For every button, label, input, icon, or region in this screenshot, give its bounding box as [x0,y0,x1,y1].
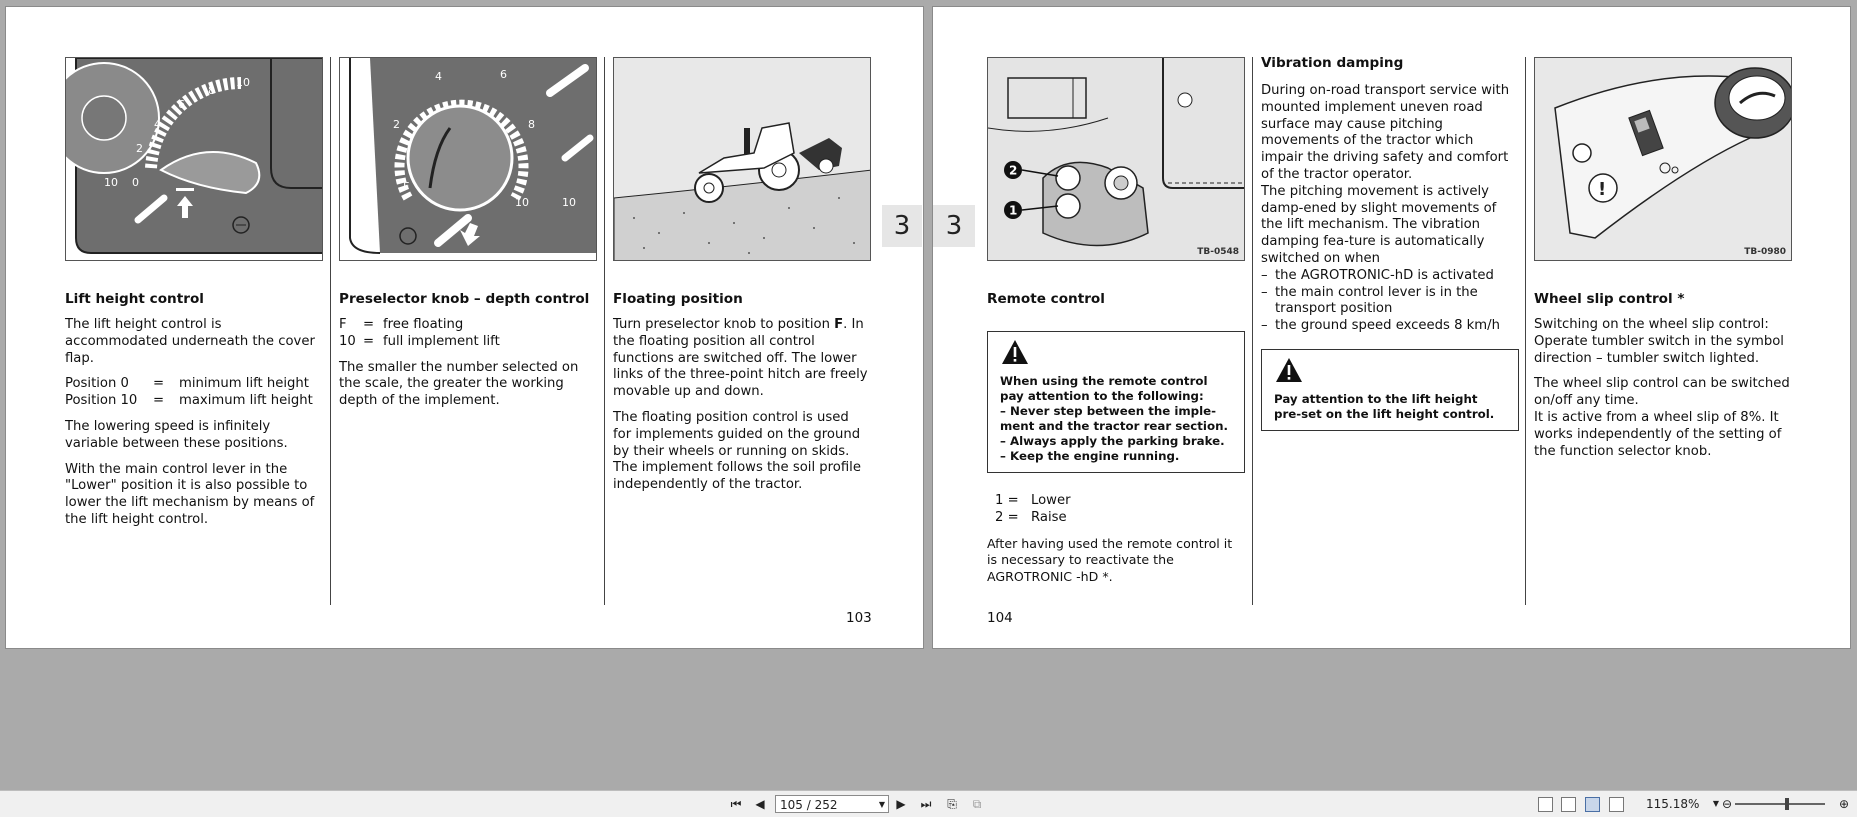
continuous-view-icon[interactable] [1561,797,1576,812]
dial-label: 2 [136,142,143,155]
paragraph: The lowering speed is infinitely variable between these positions. [65,418,288,451]
two-page-view-icon[interactable] [1585,797,1600,812]
callout-2: 2 [1009,163,1018,178]
dial-label: 6 [178,98,185,111]
svg-text:!: ! [1598,179,1607,200]
figure-wheel-slip-switch [1534,57,1792,261]
paragraph: The lift height control is accommodated underneath the cover flap. [65,317,315,366]
copy-icon[interactable]: ⧉ [972,797,982,811]
dial-label: 10 [104,176,118,189]
section-heading: Wheel slip control * [1534,291,1685,307]
figure-remote-control [987,57,1245,261]
chapter-tab: 3 [882,205,922,247]
zoom-level[interactable]: 115.18% [1646,797,1700,811]
chevron-down-icon[interactable]: ▼ [878,800,885,809]
zoom-slider-thumb[interactable] [1785,798,1789,810]
chapter-tab: 3 [933,205,975,247]
section-heading: Remote control [987,291,1105,307]
col-remote-control [987,57,1245,595]
paragraph: During on-road transport service with mounted implement uneven road surface may cause pitching movements of the tractor which impair the driving safety and comfort of the tractor operator. [1261,83,1510,182]
definition-row: 1 = Lower [995,493,1071,508]
paragraph: The smaller the number selected on the scale, the greater the working depth of the implement. [339,359,579,409]
paragraph: The pitching movement is actively damp-ened by slight movements of the lift mechanism. The vibration damping fea-ture is automatically switched on when [1261,183,1497,266]
paragraph: Turn preselector knob to position F. In the floating position all control functions are switched off. The lower links of the three-point hitch are freely movable up and down. [613,317,868,400]
bullet-item: – the main control lever is in the transport position [1261,284,1478,317]
bullet-item: – the ground speed exceeds 8 km/h [1261,318,1500,334]
paragraph: After having used the remote control it is necessary to reactivate the AGROTRONIC -hD *. [987,535,1233,585]
first-page-icon[interactable]: ⏮ [730,797,742,811]
definition-row: F = free floating [339,317,464,332]
zoom-slider[interactable] [1735,803,1825,805]
paragraph: With the main control lever in the "Lower" position it is also possible to lower the lift mechanism by means of the lift height control. [65,461,315,527]
col-lift-height [65,57,323,538]
dial-label: 10 [236,76,250,89]
col-vibration-damping [1261,55,1519,431]
definition-row: 10 = full implement lift [339,333,500,349]
single-page-view-icon[interactable] [1538,797,1553,812]
col-preselector [339,57,597,419]
dial-label: 8 [528,118,535,131]
col-floating [613,57,871,503]
figure-lift-height-dial [65,57,323,261]
previous-page-icon[interactable]: ◀ [755,797,765,811]
figure-code: TB-0548 [1197,247,1239,257]
definition-row: Position 10 = maximum lift height [65,393,313,409]
warning-box: When using the remote control pay attention to the following: – Never step between the imple-ment and the tractor rear section. – Always apply the parking brake. – Keep the engine running. [987,331,1245,473]
page-103 [5,6,924,649]
column-divider [604,57,605,605]
definition-row: 2 = Raise [995,509,1067,525]
warning-icon [1000,338,1030,366]
col-wheel-slip [1534,57,1792,469]
page-number: 104 [987,610,1013,626]
two-page-continuous-view-icon[interactable] [1609,797,1624,812]
dial-label: F [403,180,410,193]
dial-label: 2 [393,118,400,131]
section-heading: Lift height control [65,291,204,307]
export-icon[interactable]: ⎘ [947,797,957,811]
figure-preselector-knob [339,57,597,261]
zoom-out-icon[interactable]: ⊖ [1721,797,1733,811]
figure-code: TB-0980 [1744,247,1786,257]
warning-box: Pay attention to the lift height pre-set on the lift height control. [1261,349,1519,431]
dial-label: 10 [515,196,529,209]
figure-tractor-floating [613,57,871,261]
page-number-field[interactable]: 105 / 252 ▼ [775,795,889,813]
callout-1: 1 [1009,203,1018,218]
dial-label: 0 [132,176,139,189]
paragraph: Switching on the wheel slip control: Operate tumbler switch in the symbol direction – tumbler switch lighted. [1534,317,1784,366]
last-page-icon[interactable]: ⏭ [920,797,932,811]
column-divider [1252,57,1253,605]
dial-label: 4 [435,70,442,83]
column-divider [330,57,331,605]
paragraph: It is active from a wheel slip of 8%. It works independently of the setting of the function selector knob. [1534,409,1782,459]
next-page-icon[interactable]: ▶ [896,797,906,811]
page-104 [932,6,1851,649]
zoom-in-icon[interactable]: ⊕ [1838,797,1850,811]
section-heading: Vibration damping [1261,55,1404,71]
section-heading: Preselector knob – depth control [339,291,590,307]
dial-label: 8 [208,84,215,97]
zoom-dropdown-icon[interactable]: ▼ [1712,799,1720,808]
dial-label: 10 [562,196,576,209]
warning-icon [1274,356,1304,384]
pdf-viewer-toolbar [0,790,1857,817]
paragraph: The wheel slip control can be switched on/off any time. [1534,376,1790,409]
section-heading: Floating position [613,291,743,307]
definition-row: Position 0 = minimum lift height [65,376,309,392]
dial-label: 4 [154,118,161,131]
dial-label: 6 [500,68,507,81]
paragraph: The floating position control is used for implements guided on the ground by their wheels or running on skids. The implement follows the soil profile independently of the tractor. [613,409,861,493]
column-divider [1525,57,1526,605]
bullet-item: – the AGROTRONIC-hD is activated [1261,267,1494,283]
page-number: 103 [846,610,872,626]
